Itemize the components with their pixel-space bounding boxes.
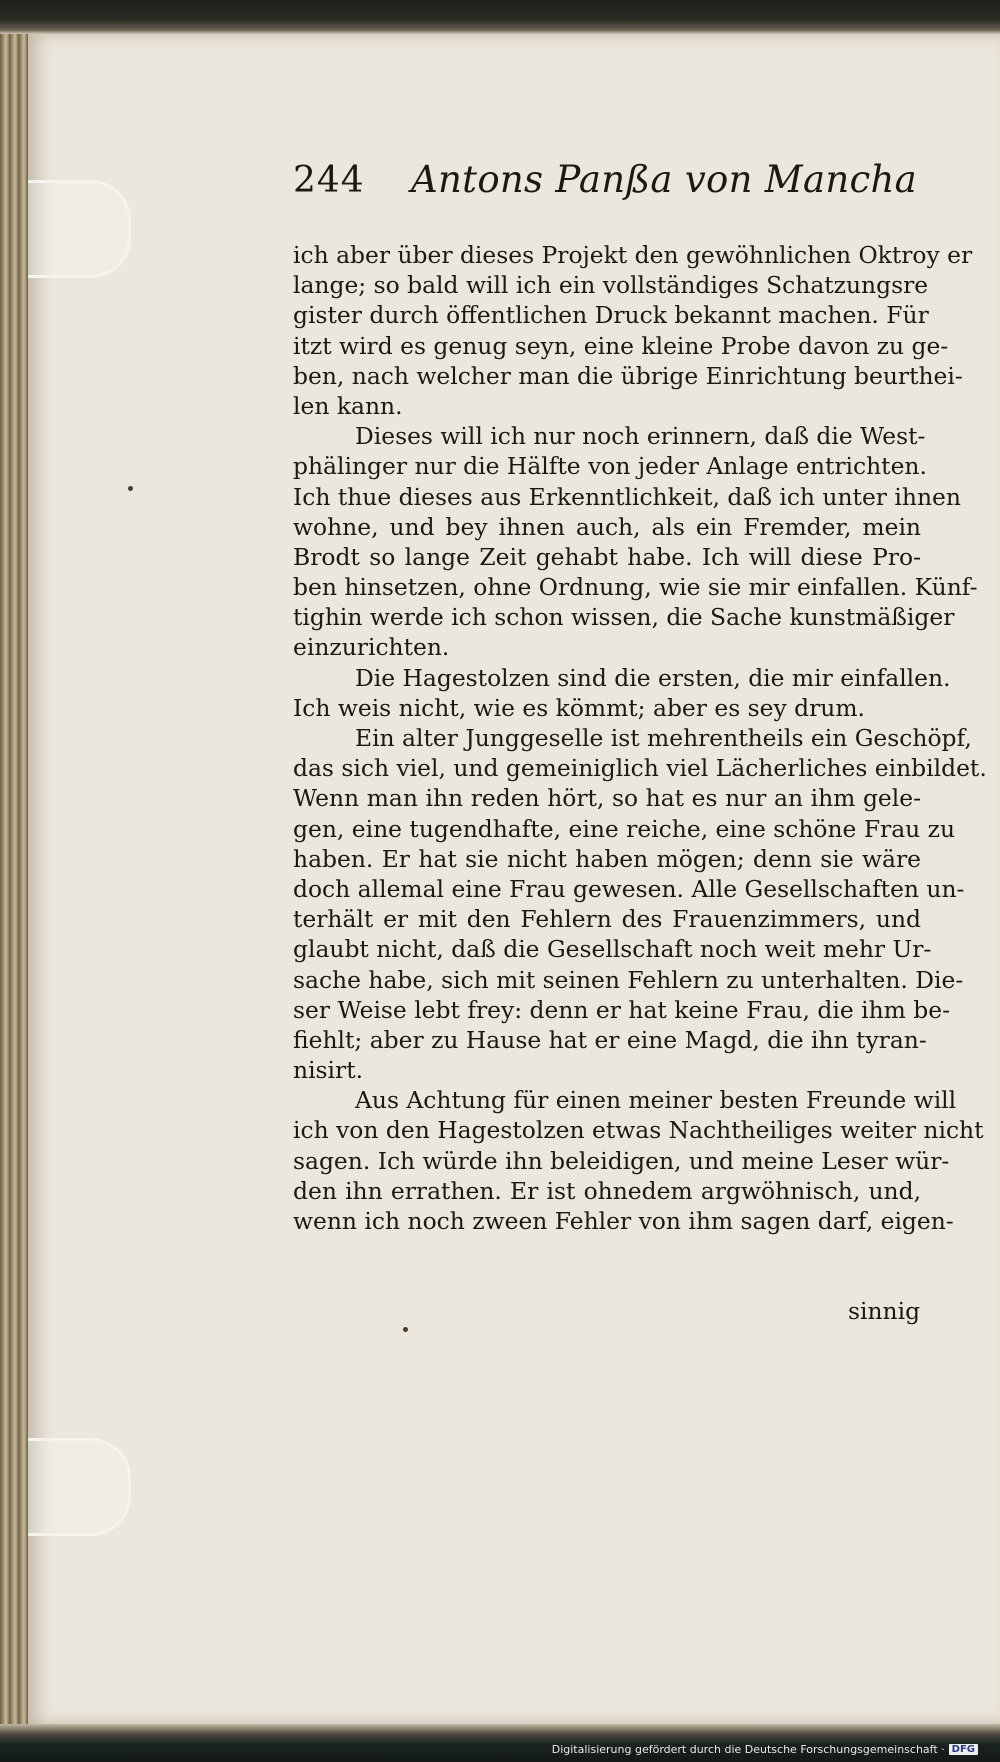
text-line: len kann. [293, 391, 403, 420]
text-line: Dieses will ich nur noch erinnern, daß die West- [355, 422, 926, 451]
text-line: Ich thue dieses aus Erkenntlichkeit, daß ich unter ihnen [293, 482, 961, 511]
text-line: das sich viel, und gemeiniglich viel Lächerliches einbildet. [293, 754, 987, 783]
text-line: den ihn errathen. Er ist ohnedem argwöhnisch, und, [293, 1176, 921, 1205]
text-line: itzt wird es genug seyn, eine kleine Probe davon zu ge- [293, 331, 949, 360]
text-line: ben, nach welcher man die übrige Einrichtung beurthei- [293, 361, 963, 390]
ink-speck [403, 1327, 408, 1332]
text-line: nisirt. [293, 1056, 364, 1085]
dfg-logo-icon: DFG [949, 1744, 978, 1755]
running-title: Antons Panßa von Mancha [411, 158, 917, 201]
text-line: gister durch öffentlichen Druck bekannt machen. Für [293, 301, 929, 330]
text-line: gen, eine tugendhafte, eine reiche, eine schöne Frau zu [293, 814, 956, 843]
text-line: ser Weise lebt frey: denn er hat keine Frau, die ihm be- [293, 995, 950, 1024]
text-line: Wenn man ihn reden hört, so hat es nur an ihm gele- [293, 784, 921, 813]
scan-top-edge [0, 0, 1000, 34]
text-line: lange; so bald will ich ein vollständiges Schatzungsre [293, 271, 929, 300]
digitization-credit [552, 1743, 978, 1756]
text-line: wohne, und bey ihnen auch, als ein Fremder, mein [293, 512, 921, 541]
text-line: glaubt nicht, daß die Gesellschaft noch weit mehr Ur- [293, 935, 932, 964]
text-line: ben hinsetzen, ohne Ordnung, wie sie mir einfallen. Künf- [293, 573, 978, 602]
text-line: tighin werde ich schon wissen, die Sache kunstmäßiger [293, 603, 955, 632]
text-line: doch allemal eine Frau gewesen. Alle Gesellschaften un- [293, 874, 965, 903]
text-line: Aus Achtung für einen meiner besten Freunde will [355, 1086, 957, 1115]
text-line: terhält er mit den Fehlern des Frauenzimmers, und [293, 905, 921, 934]
text-line: Ich weis nicht, wie es kömmt; aber es sey drum. [293, 693, 865, 722]
text-line: fiehlt; aber zu Hause hat er eine Magd, die ihn tyran- [293, 1025, 927, 1054]
page-number: 244 [293, 160, 365, 201]
text-line: sache habe, sich mit seinen Fehlern zu unterhalten. Die- [293, 965, 964, 994]
text-line: Die Hagestolzen sind die ersten, die mir einfallen. [355, 663, 951, 692]
text-line: haben. Er hat sie nicht haben mögen; denn sie wäre [293, 844, 921, 873]
text-line: ich von den Hagestolzen etwas Nachtheiliges weiter nicht [293, 1116, 984, 1145]
text-line: phälinger nur die Hälfte von jeder Anlage entrichten. [293, 452, 927, 481]
text-line: ich aber über dieses Projekt den gewöhnlichen Oktroy er [293, 241, 973, 269]
body-text [293, 240, 987, 1236]
ink-speck [128, 486, 133, 491]
text-line: wenn ich noch zween Fehler von ihm sagen darf, eigen- [293, 1207, 954, 1235]
catchword: sinnig [848, 1297, 921, 1325]
text-line: Brodt so lange Zeit gehabt habe. Ich will diese Pro- [293, 542, 921, 571]
text-line: sagen. Ich würde ihn beleidigen, und meine Leser wür- [293, 1146, 950, 1175]
page-header [293, 160, 933, 220]
credit-text: Digitalisierung gefördert durch die Deutsche Forschungsgemeinschaft · [551, 1743, 945, 1756]
scan-clip-bottom [28, 1438, 131, 1536]
text-line: Ein alter Junggeselle ist mehrentheils ein Geschöpf, [355, 724, 972, 752]
text-line: einzurichten. [293, 633, 450, 662]
scan-clip-top [28, 180, 131, 278]
